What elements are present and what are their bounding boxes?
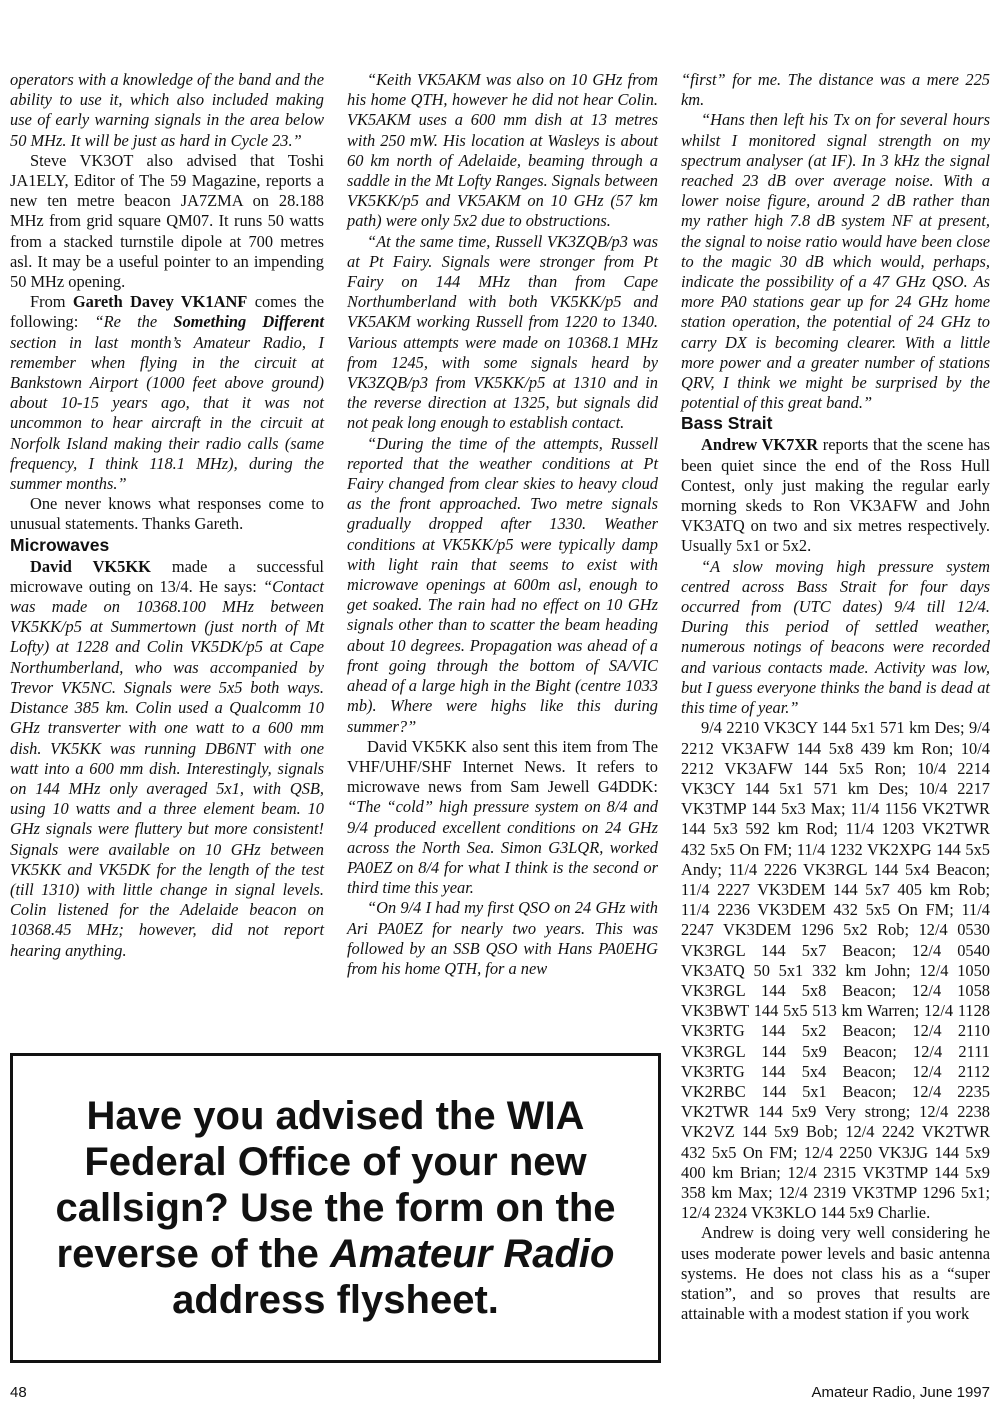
quote: “Re the [94,312,174,332]
section-heading: Microwaves [10,534,110,555]
text: comes the following: [10,292,324,332]
paragraph: operators with a knowledge of the band and the ability to use it, which also included making use of early warning signals in the area below 50 MHz. It will be just as hard in Cycle 23.” [10,70,324,150]
ad-text-main: Have you advised the WIA Federal Office of your new callsign? Use the form on the reverse of the [55,1094,616,1276]
paragraph: “A slow moving high pressure system centred across Bass Strait for four days occurred from (UTC dates) 9/4 till 12/4. During this period of settled weather, numerous notings of beacons were recorded and various contacts made. Activity was low, but I guess everyone thinks the band is dead at this time of year.” [681,556,990,718]
paragraph: “Hans then left his Tx on for several hours whilst I monitored signal strength on my spectrum analyser (at IF). In 3 kHz the signal reached 23 dB over average noise. With a lower noise figure, around 2 dB rather than my rather high 7.8 dB system NF at present, the signal to noise ratio would have been close to the magic 30 dB which would, perhaps, indicate the possibility of a 47 GHz QSO. As more PA0 stations gear up for 24 GHz home station operation, the potential of 24 GHz to carry DX is becoming clearer. With a little more power and a greater number of stations QRV, I think we might be surprised by the potential of this great band.” [681,110,990,413]
quote-emphasis: Something Different [173,312,325,332]
advertisement-box [10,1053,661,1363]
page-number: 48 [10,1384,27,1401]
paragraph: “At the same time, Russell VK3ZQB/p3 was at Pt Fairy. Signals were stronger from Pt Fairy on 144 MHz than from Cape Northumberland with both VK5KK/p5 and VK5AKM working Russell from 1220 to 1340. Various attempts were made on 10368.1 MHz from 1245, with some signals heard by VK3ZQB/p3 from VK5KK/p5 at 1310 and in the reverse direction at 1325, but signals did not peak long enough to establish contact. [347,231,658,433]
paragraph: “Keith VK5AKM was also on 10 GHz from his home QTH, however he did not hear Colin. VK5AKM uses a 600 mm dish at 13 metres with 250 mW. His location at Wasleys is about 60 km north of Adelaide, beaming through a saddle in the Mt Lofty Ranges. Signals between VK5KK/p5 and VK5AKM on 10 GHz (57 km path) were only 5x2 due to obstructions. [347,70,658,231]
column-1 [10,70,324,961]
paragraph: “On 9/4 I had my first QSO on 24 GHz with Ari PA0EZ for nearly two years. This was followed by an SSB QSO with Hans PA0EHG from his home QTH, for a new [347,898,658,978]
quote: “Contact was made on 10368.100 MHz between VK5KK/p5 at Summertown (just north of Mt Lofty) at 1228 and Colin VK5DK/p5 at Cape Northumberland, who was accompanied by Trevor VK5NC. Signals were 5x5 both ways. Distance 385 km. Colin used a Qualcomm 10 GHz transverter with one watt to a 600 mm dish. VK5KK was running DB6NT with one watt into a 600 mm dish. Interestingly, signals on 144 MHz only averaged 5x1, with QSB, using 10 watts and a three element beam. 10 GHz signals were fluttery but more consistent! Signals were available on 10 GHz between VK5KK and VK5DK for the length of the test (till 1310) with little change in signal levels. Colin listened for the Adelaide beacon on 10368.45 MHz; however, did not report hearing anything. [10,576,324,960]
paragraph: “During the time of the attempts, Russell reported that the weather conditions at Pt Fairy changed from clear skies to heavy cloud as the front approached. Two metre signals gradually dropped after 1330. Weather conditions at VK5KK/p5 were typically damp with light rain that seems to exist with microwave openings at 600m asl, enough to get soaked. The rain had no effect on 10 GHz signals other than to scatter the beam heading about 10 degrees. Propagation was ahead of a front going through the bottom of SA/VIC ahead of a large high in the Bight (centre 1033 mb). Where were highs like this during summer?” [347,433,658,736]
quote: “The “cold” high pressure system on 8/4 and 9/4 produced excellent conditions on 24 GHz across the North Sea. Simon G3LQR, worked PA0EZ on 8/4 for what I think is the second or third time this year. [347,797,658,898]
text: reports that the scene has been quiet since the end of the Ross Hull Contest, only just making the regular early morning skeds to Ron VK3AFW and John VK3ATQ on two and six metres respectively. Usually 5x1 or 5x2. [681,435,990,556]
text: made a successful microwave outing on 13/4. He says: [10,556,324,596]
paragraph: Andrew is doing very well considering he uses moderate power levels and basic antenna systems. He does not class his as a “super station”, and so proves that results are attainable with a modest station if you work [681,1223,990,1324]
paragraph [10,292,324,494]
beacon-log: 9/4 2210 VK3CY 144 5x1 571 km Des; 9/4 2212 VK3AFW 144 5x8 439 km Ron; 10/4 2212 VK3AFW 144 5x5 Ron; 10/4 2214 VK3CY 144 5x1 571 km Des; 10/4 2217 VK3TMP 144 5x3 Max; 11/4 1156 VK2TWR 144 5x3 592 km Rod; 11/4 1203 VK2TWR 432 5x5 On FM; 11/4 1232 VK2XPG 144 5x5 Andy; 11/4 2226 VK3RGL 144 5x4 Beacon; 11/4 2227 VK3DEM 144 5x7 405 km Rob; 11/4 2236 VK3DEM 432 5x5 On FM; 11/4 2247 VK3DEM 1296 5x2 Rob; 12/4 0530 VK3RGL 144 5x7 Beacon; 12/4 0540 VK3ATQ 50 5x1 332 km John; 12/4 1050 VK3RGL 144 5x8 Beacon; 12/4 1058 VK3BWT 144 5x5 513 km Warren; 12/4 1128 VK3RTG 144 5x2 Beacon; 12/4 2110 VK3RGL 144 5x9 Beacon; 12/4 2111 VK3RTG 144 5x4 Beacon; 12/4 2112 VK2RBC 144 5x1 Beacon; 12/4 2235 VK2TWR 144 5x9 Very strong; 12/4 2238 VK2VZ 144 5x9 Bob; 12/4 2242 VK2TWR 432 5x5 On FM; 12/4 2250 VK3JG 144 5x9 400 km Brian; 12/4 2315 VK3TMP 144 5x9 358 km Max; 12/4 2319 VK3TMP 1296 5x1; 12/4 2324 VK3KLO 144 5x9 Charlie. [681,718,990,1223]
section-heading: Bass Strait [681,413,773,434]
text: From [30,292,73,312]
ad-text-italic: Amateur Radio [329,1232,615,1276]
column-3 [681,70,990,1324]
publication-name: Amateur Radio, June 1997 [811,1384,990,1401]
author-name: David VK5KK [30,556,151,576]
paragraph: Steve VK3OT also advised that Toshi JA1ELY, Editor of The 59 Magazine, reports a new ten metre beacon JA7ZMA on 28.188 MHz from grid square QM07. It runs 50 watts from a stacked turnstile dipole at 700 metres asl. It may be a useful pointer to an impending 50 MHz opening. [10,150,324,292]
paragraph: “first” for me. The distance was a mere 225 km. [681,70,990,110]
author-name: Gareth Davey VK1ANF [72,292,248,312]
advertisement-text [36,1093,636,1323]
text: David VK5KK also sent this item from The VHF/UHF/SHF Internet News. It refers to microwave news from Sam Jewell G4DDK: [347,736,658,797]
paragraph: One never knows what responses come to unusual statements. Thanks Gareth. [10,494,324,534]
column-2 [347,70,658,979]
paragraph [347,737,658,899]
quote: section in last month’s Amateur Radio, I remember when flying in the circuit at Bankstown Airport (1000 feet above ground) about 10-15 years ago, that it was not uncommon to hear aircraft in the circuit at Norfolk Island making their radio calls (same frequency, I think 118.1 MHz), during the summer months.” [10,332,324,494]
paragraph [681,435,990,556]
author-name: Andrew VK7XR [701,435,819,455]
paragraph [10,557,324,961]
ad-text-end: address flysheet. [172,1278,499,1322]
